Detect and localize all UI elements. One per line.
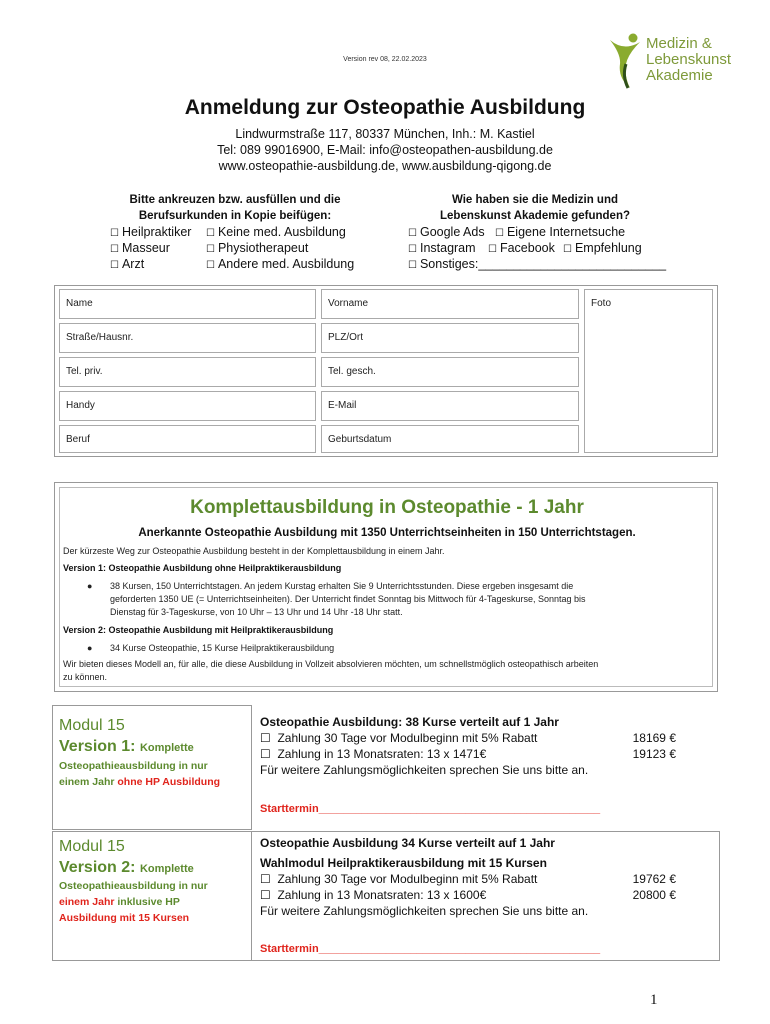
modul2-heading: Osteopathie Ausbildung 34 Kurse verteilt auf 1 Jahr (260, 836, 555, 850)
plz-ort-field[interactable]: PLZ/Ort (321, 323, 579, 353)
checkbox-icon[interactable]: ☐ (260, 747, 271, 761)
modul2-label-box (52, 831, 252, 961)
modul2-payment-2: Zahlung in 13 Monatsraten: 13 x 1600€ (277, 888, 487, 902)
checkbox-icon[interactable]: ☐ (260, 731, 271, 745)
option-label: Heilpraktiker (121, 225, 192, 239)
bullet-icon: ● (87, 643, 93, 653)
figure-logo-icon (606, 30, 646, 92)
tel-gesch-field[interactable]: Tel. gesch. (321, 357, 579, 387)
checkbox-icon[interactable]: ☐ (110, 260, 119, 271)
modul2-desc-line-1: Osteopathieausbildung in nur (59, 880, 208, 892)
address: Lindwurmstraße 117, 80337 München, Inh.: M. Kastiel (235, 127, 535, 141)
geburtsdatum-field[interactable]: Geburtsdatum (321, 425, 579, 453)
checkbox-icon[interactable]: ☐ (206, 244, 215, 255)
checkbox-icon[interactable]: ☐ (563, 244, 572, 255)
personal-data-form (54, 285, 718, 457)
page-title: Anmeldung zur Osteopathie Ausbildung (184, 96, 586, 119)
checkbox-icon[interactable]: ☐ (488, 244, 497, 255)
academy-logo (606, 30, 756, 92)
modul2-details (260, 835, 676, 919)
komplett-section (54, 482, 718, 692)
checkbox-icon[interactable]: ☐ (206, 260, 215, 271)
websites-line: www.osteopathie-ausbildung.de, www.ausbildung-qigong.de (218, 159, 552, 173)
option-label: Google Ads (419, 225, 485, 239)
modul2-price-2: 20800 € (632, 888, 676, 902)
right-heading-line-2: Lebenskunst Akademie gefunden? (440, 210, 630, 222)
modul1-heading: Osteopathie Ausbildung: 38 Kurse verteilt auf 1 Jahr (260, 715, 559, 729)
option-label: Sonstiges:___________________________ (419, 257, 667, 271)
version-label: Version rev 08, 22.02.2023 (343, 56, 427, 63)
modul2-version-label: Version 2: (59, 859, 136, 876)
option-label: Physiotherapeut (217, 241, 309, 255)
checkbox-arzt[interactable] (110, 256, 144, 274)
modul1-label-box (52, 705, 252, 830)
modul1-payment-2: Zahlung in 13 Monatsraten: 13 x 1471€ (277, 747, 487, 761)
komplett-subtitle: Anerkannte Osteopathie Ausbildung mit 1350 Unterrichtseinheiten in 150 Unterrichtstagen. (138, 527, 636, 539)
right-heading (400, 192, 670, 224)
modul1-desc-line-1: Osteopathieausbildung in nur (59, 760, 208, 772)
option-label: Arzt (121, 257, 145, 271)
modul2-version-suffix: Komplette (139, 863, 194, 875)
logo-line-1: Medizin & (646, 35, 712, 52)
modul1-description (59, 758, 220, 790)
modul2-description (59, 878, 208, 926)
modul1-number: Modul 15 (59, 717, 125, 734)
modul2-number: Modul 15 (59, 838, 125, 855)
closing-line-2: zu können. (63, 672, 108, 682)
modul2-price-1: 19762 € (632, 872, 676, 886)
checkbox-icon[interactable]: ☐ (110, 228, 119, 239)
checkbox-sonstiges[interactable] (408, 256, 666, 274)
version1-detail-line-3: Dienstag für 3-Tageskurse, von 10 Uhr – 13 Uhr und 14 Uhr -18 Uhr statt. (110, 607, 403, 617)
bullet-icon: ● (87, 581, 93, 591)
beruf-field[interactable]: Beruf (59, 425, 316, 453)
tel-priv-field[interactable]: Tel. priv. (59, 357, 316, 387)
modul1-details (260, 714, 676, 778)
option-label: Keine med. Ausbildung (217, 225, 346, 239)
version2-heading: Version 2: Osteopathie Ausbildung mit Heilpraktikerausbildung (63, 625, 334, 635)
right-heading-line-1: Wie haben sie die Medizin und (451, 194, 619, 206)
modul1-version-label: Version 1: (59, 738, 136, 755)
modul2-version (59, 859, 194, 877)
modul2-heading-2: Wahlmodul Heilpraktikerausbildung mit 15 Kursen (260, 856, 547, 870)
modul1-starttermin[interactable]: Starttermin______________________________________________ (260, 803, 601, 815)
komplett-closing (63, 658, 598, 684)
modul1-version (59, 738, 194, 756)
checkbox-icon[interactable]: ☐ (110, 244, 119, 255)
version1-detail (110, 580, 586, 619)
checkbox-icon[interactable]: ☐ (408, 228, 417, 239)
version1-detail-line-1: 38 Kursen, 150 Unterrichtstagen. An jedem Kurstag erhalten Sie 9 Unterrichtsstunden. Diese ergeben insgesamt die (110, 581, 574, 591)
page-number: 1 (650, 992, 658, 1008)
modul2-more: Für weitere Zahlungsmöglichkeiten sprechen Sie uns bitte an. (260, 904, 589, 918)
modul1-desc-highlight: ohne HP Ausbildung (117, 776, 221, 788)
modul1-price-1: 18169 € (632, 731, 676, 745)
komplett-title: Komplettausbildung in Osteopathie - 1 Jahr (190, 497, 584, 518)
checkbox-icon[interactable]: ☐ (408, 244, 417, 255)
closing-line-1: Wir bieten dieses Modell an, für alle, die diese Ausbildung in Vollzeit absolvieren möchten, um schnellstmöglich osteopathisch arbeiten (63, 659, 599, 669)
logo-line-3: Akademie (646, 67, 713, 84)
modul1-payment-1: Zahlung 30 Tage vor Modulbeginn mit 5% Rabatt (277, 731, 538, 745)
option-label: Andere med. Ausbildung (217, 257, 355, 271)
vorname-field[interactable]: Vorname (321, 289, 579, 319)
version1-detail-line-2: geforderten 1350 UE (= Unterrichtseinheiten). Der Unterricht findet Sonntag bis Mittwoch für 4-Tageskurse, Sonntag bis (110, 594, 586, 604)
name-field[interactable]: Name (59, 289, 316, 319)
version2-detail: 34 Kurse Osteopathie, 15 Kurse Heilpraktikerausbildung (110, 643, 335, 653)
handy-field[interactable]: Handy (59, 391, 316, 421)
checkbox-icon[interactable]: ☐ (206, 228, 215, 239)
option-label: Masseur (121, 241, 170, 255)
modul1-price-2: 19123 € (632, 747, 676, 761)
contact-line: Tel: 089 99016900, E-Mail: info@osteopathen-ausbildung.de (217, 143, 553, 157)
left-heading-line-1: Bitte ankreuzen bzw. ausfüllen und die (129, 194, 341, 206)
strasse-field[interactable]: Straße/Hausnr. (59, 323, 316, 353)
modul2-desc-line-3: Ausbildung mit 15 Kursen (59, 912, 190, 924)
option-label: Facebook (499, 241, 555, 255)
modul2-desc-highlight: inklusive HP (117, 896, 180, 908)
komplett-intro: Der kürzeste Weg zur Osteopathie Ausbildung besteht in der Komplettausbildung in einem Jahr. (63, 546, 445, 556)
left-heading (100, 192, 370, 224)
modul2-desc-line-2: einem Jahr (59, 896, 118, 908)
checkbox-icon[interactable]: ☐ (260, 888, 271, 902)
logo-line-2: Lebenskunst (646, 51, 732, 68)
foto-field[interactable]: Foto (584, 289, 713, 453)
option-label: Eigene Internetsuche (506, 225, 626, 239)
version1-heading: Version 1: Osteopathie Ausbildung ohne Heilpraktikerausbildung (63, 563, 342, 573)
modul1-desc-line-2: einem Jahr (59, 776, 118, 788)
checkbox-andere[interactable] (206, 256, 354, 274)
modul1-more: Für weitere Zahlungsmöglichkeiten sprechen Sie uns bitte an. (260, 763, 589, 777)
checkbox-icon[interactable]: ☐ (260, 872, 271, 886)
modul2-payment-1: Zahlung 30 Tage vor Modulbeginn mit 5% Rabatt (277, 872, 538, 886)
modul2-starttermin[interactable]: Starttermin______________________________________________ (260, 943, 601, 955)
option-label: Empfehlung (574, 241, 642, 255)
left-heading-line-2: Berufsurkunden in Kopie beifügen: (138, 210, 332, 222)
checkbox-icon[interactable]: ☐ (495, 228, 504, 239)
checkbox-icon[interactable]: ☐ (408, 260, 417, 271)
email-field[interactable]: E-Mail (321, 391, 579, 421)
modul1-version-suffix: Komplette (139, 742, 194, 754)
option-label: Instagram (419, 241, 476, 255)
